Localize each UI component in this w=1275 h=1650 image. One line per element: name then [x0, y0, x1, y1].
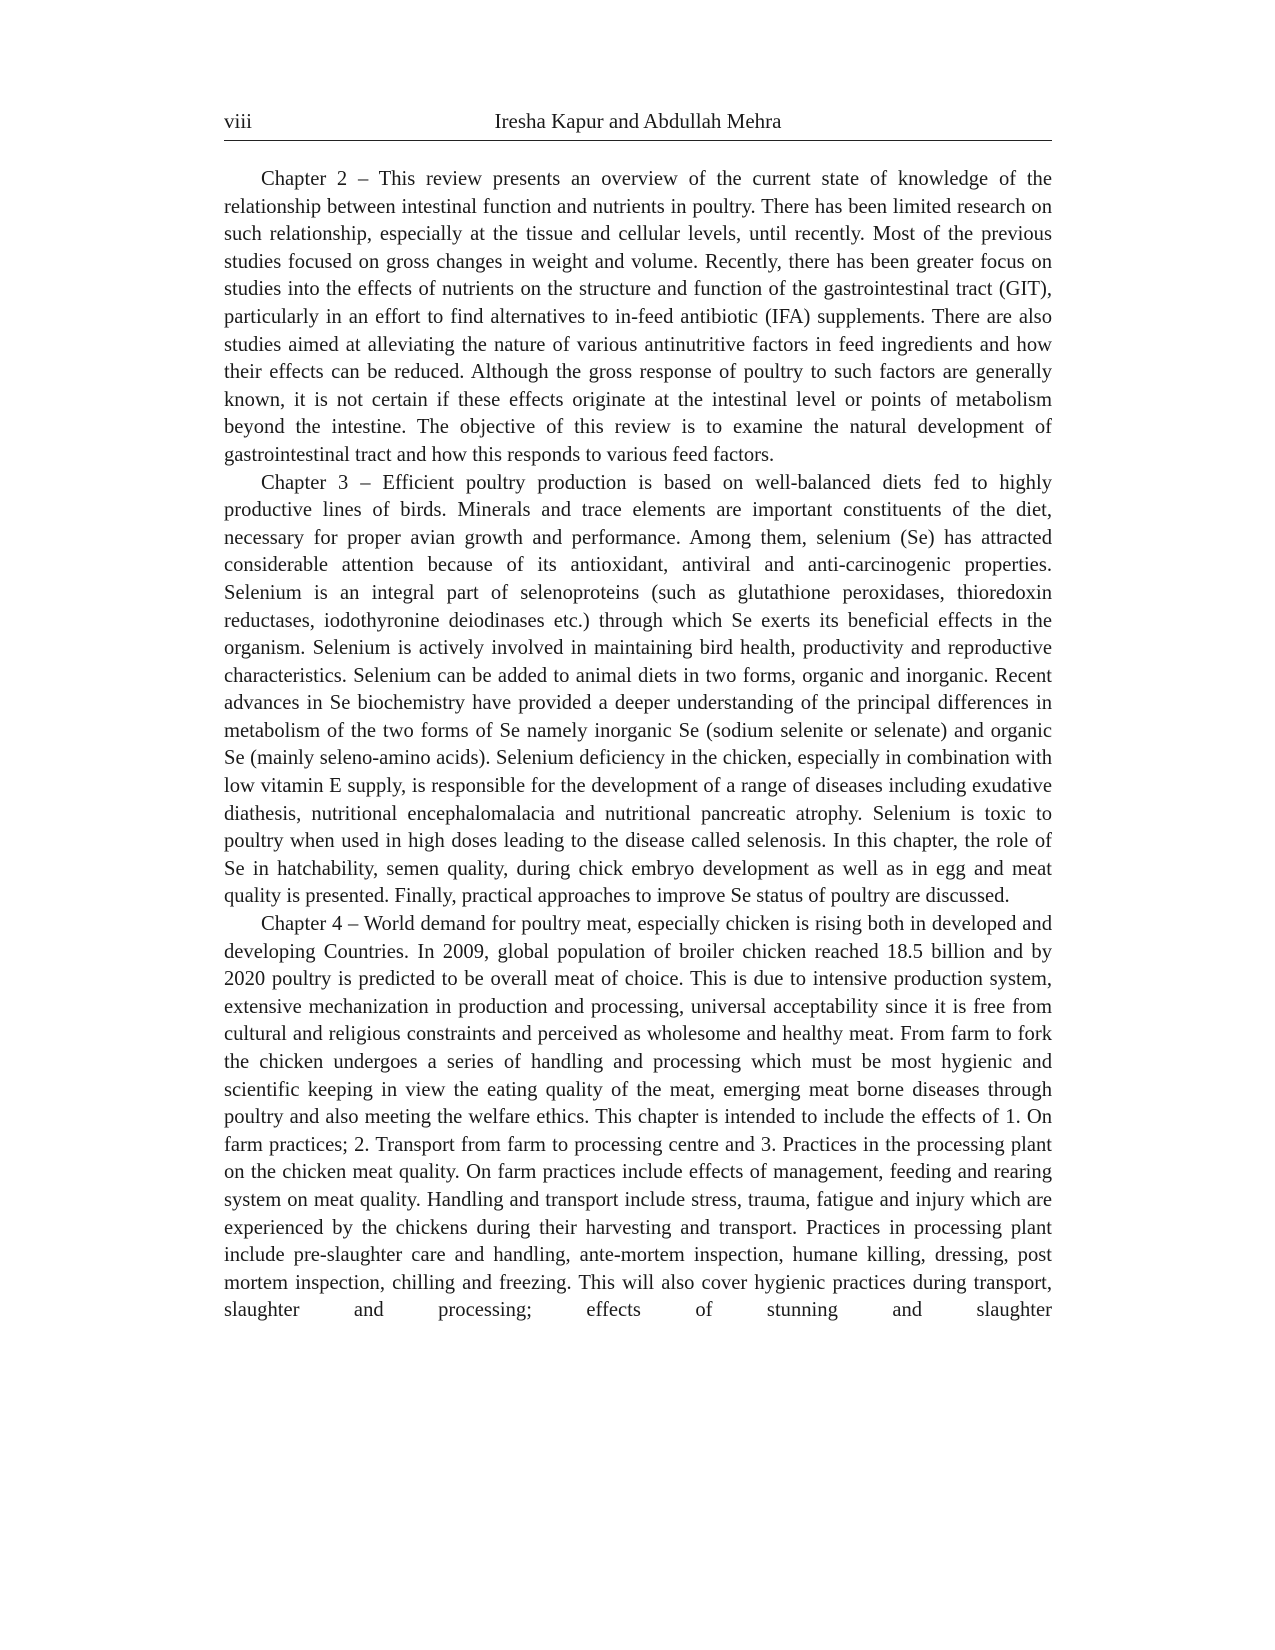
paragraph-chapter-3: Chapter 3 – Efficient poultry production is based on well-balanced diets fed to highly productive lines of birds. Minerals and trace elements are important constituents of the diet, necessary for proper avian growth and performance. Among them, selenium (Se) has attracted considerable attention because of its antioxidant, antiviral and anti-carcinogenic properties. Selenium is an integral part of selenoproteins (such as glutathione peroxidases, thioredoxin reductases, iodothyronine deiodinases etc.) through which Se exerts its beneficial effects in the organism. Selenium is actively involved in maintaining bird health, productivity and reproductive characteristics. Selenium can be added to animal diets in two forms, organic and inorganic. Recent advances in Se biochemistry have provided a deeper understanding of the principal differences in metabolism of the two forms of Se namely inorganic Se (sodium selenite or selenate) and organic Se (mainly seleno-amino acids). Selenium deficiency in the chicken, especially in combination with low vitamin E supply, is responsible for the development of a range of diseases including exudative diathesis, nutritional encephalomalacia and nutritional pancreatic atrophy. Selenium is toxic to poultry when used in high doses leading to the disease called selenosis. In this chapter, the role of Se in hatchability, semen quality, during chick embryo development as well as in egg and meat quality is presented. Finally, practical approaches to improve Se status of poultry are discussed.: [224, 471, 1052, 908]
header-authors: Iresha Kapur and Abdullah Mehra: [494, 109, 782, 133]
running-header: [224, 104, 1052, 141]
body-text: [224, 166, 1052, 1325]
page-number: viii: [224, 109, 253, 133]
paragraph-chapter-2: Chapter 2 – This review presents an overview of the current state of knowledge of the relationship between intestinal function and nutrients in poultry. There has been limited research on such relationship, especially at the tissue and cellular levels, until recently. Most of the previous studies focused on gross changes in weight and volume. Recently, there has been greater focus on studies into the effects of nutrients on the structure and function of the gastrointestinal tract (GIT), particularly in an effort to find alternatives to in-feed antibiotic (IFA) supplements. There are also studies aimed at alleviating the nature of various antinutritive factors in feed ingredients and how their effects can be reduced. Although the gross response of poultry to such factors are generally known, it is not certain if these effects originate at the intestinal level or points of metabolism beyond the intestine. The objective of this review is to examine the natural development of gastrointestinal tract and how this responds to various feed factors.: [224, 168, 1052, 466]
paragraph-chapter-4: Chapter 4 – World demand for poultry meat, especially chicken is rising both in developed and developing Countries. In 2009, global population of broiler chicken reached 18.5 billion and by 2020 poultry is predicted to be overall meat of choice. This is due to intensive production system, extensive mechanization in production and processing, universal acceptability since it is free from cultural and religious constraints and perceived as wholesome and healthy meat. From farm to fork the chicken undergoes a series of handling and processing which must be most hygienic and scientific keeping in view the eating quality of the meat, emerging meat borne diseases through poultry and also meeting the welfare ethics. This chapter is intended to include the effects of 1. On farm practices; 2. Transport from farm to processing centre and 3. Practices in the processing plant on the chicken meat quality. On farm practices include effects of management, feeding and rearing system on meat quality. Handling and transport include stress, trauma, fatigue and injury which are experienced by the chickens during their harvesting and transport. Practices in processing plant include pre-slaughter care and handling, ante-mortem inspection, humane killing, dressing, post mortem inspection, chilling and freezing. This will also cover hygienic practices during transport, slaughter and processing; effects of stunning and slaughter: [224, 913, 1052, 1322]
